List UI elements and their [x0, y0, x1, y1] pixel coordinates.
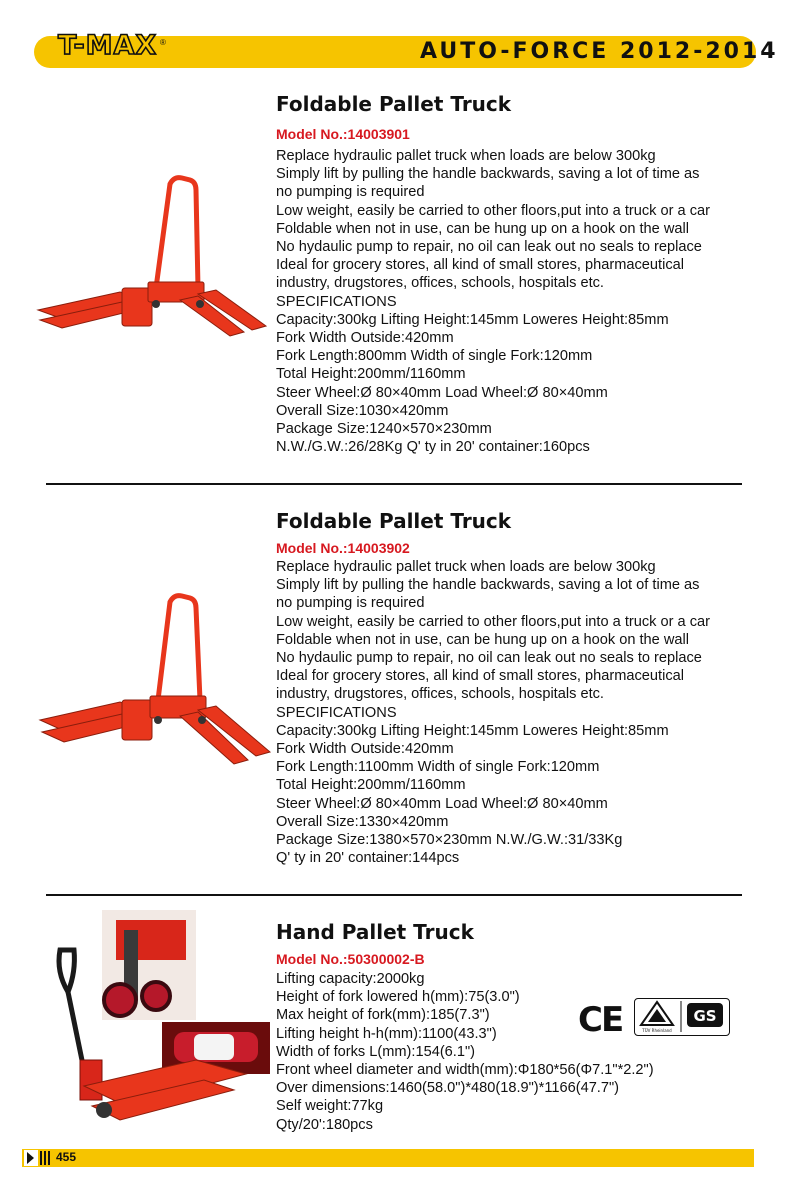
- brand-logo: T-MAX: [58, 30, 158, 61]
- description-line: No hydaulic pump to repair, no oil can leak out no seals to replace: [276, 650, 702, 667]
- certification-badges: [634, 998, 730, 1036]
- spec-line: Capacity:300kg Lifting Height:145mm Loweres Height:85mm: [276, 311, 669, 328]
- description-line: industry, drugstores, offices, schools, hospitals etc.: [276, 275, 604, 292]
- description-line: Foldable when not in use, can be hung up on a hook on the wall: [276, 220, 689, 237]
- spec-line: Qty/20':180pcs: [276, 1116, 373, 1133]
- spec-line: Lifting capacity:2000kg: [276, 971, 425, 987]
- product-description: [276, 970, 654, 1134]
- section-divider: [46, 483, 742, 485]
- description-line: no pumping is required: [276, 184, 425, 201]
- product-title: Foldable Pallet Truck: [276, 509, 512, 533]
- spec-line: Fork Width Outside:420mm: [276, 330, 454, 347]
- product-title: Foldable Pallet Truck: [276, 92, 512, 116]
- specifications-heading: SPECIFICATIONS: [276, 704, 397, 721]
- footer-bar: [22, 1149, 754, 1167]
- section-divider: [46, 894, 742, 896]
- ce-mark: CE: [578, 1000, 623, 1040]
- description-line: Low weight, easily be carried to other floors,put into a truck or a car: [276, 613, 710, 630]
- description-line: Foldable when not in use, can be hung up on a hook on the wall: [276, 631, 689, 648]
- spec-line: Steer Wheel:Ø 80×40mm Load Wheel:Ø 80×40mm: [276, 795, 608, 812]
- product-description: [276, 147, 710, 456]
- description-line: Ideal for grocery stores, all kind of small stores, pharmaceutical: [276, 668, 684, 685]
- spec-line: Lifting height h-h(mm):1100(43.3"): [276, 1025, 497, 1042]
- spec-line: Package Size:1380×570×230mm N.W./G.W.:31/33Kg: [276, 832, 623, 849]
- spec-line: N.W./G.W.:26/28Kg Q' ty in 20' container:160pcs: [276, 439, 590, 456]
- spec-line: Fork Width Outside:420mm: [276, 741, 454, 758]
- model-number: Model No.:14003902: [276, 540, 410, 556]
- description-line: Low weight, easily be carried to other floors,put into a truck or a car: [276, 202, 710, 219]
- foldable-pallet-truck-image: [34, 590, 274, 780]
- model-number: Model No.:50300002-B: [276, 951, 425, 967]
- spec-line: Fork Length:1100mm Width of single Fork:120mm: [276, 759, 600, 776]
- spec-line: Package Size:1240×570×230mm: [276, 421, 492, 438]
- spec-line: Overall Size:1030×420mm: [276, 402, 449, 419]
- spec-line: Width of forks L(mm):154(6.1"): [276, 1043, 476, 1060]
- spec-line: Height of fork lowered h(mm):75(3.0"): [276, 989, 520, 1006]
- spec-line: Q' ty in 20' container:144pcs: [276, 850, 460, 867]
- tuv-label: TÜV Rheinland: [642, 1028, 672, 1033]
- spec-line: Over dimensions:1460(58.0")*480(18.9")*1166(47.7"): [276, 1080, 620, 1097]
- footer-stripes-icon: [24, 1150, 54, 1166]
- product-title: Hand Pallet Truck: [276, 920, 474, 944]
- description-line: no pumping is required: [276, 595, 425, 612]
- description-line: Simply lift by pulling the handle backwards, saving a lot of time as: [276, 577, 700, 594]
- spec-line: Fork Length:800mm Width of single Fork:120mm: [276, 348, 593, 365]
- spec-line: Front wheel diameter and width(mm):Φ180*56(Φ7.1"*2.2"): [276, 1062, 654, 1079]
- description-line: Ideal for grocery stores, all kind of small stores, pharmaceutical: [276, 257, 684, 274]
- description-line: industry, drugstores, offices, schools, hospitals etc.: [276, 686, 604, 703]
- spec-line: Overall Size:1330×420mm: [276, 813, 449, 830]
- page-number: 455: [56, 1150, 77, 1164]
- hand-pallet-truck-image: [24, 910, 270, 1140]
- registered-mark: ®: [160, 38, 166, 47]
- description-line: Replace hydraulic pallet truck when loads are below 300kg: [276, 559, 656, 575]
- catalog-title: AUTO-FORCE 2012-2014: [420, 39, 779, 64]
- description-line: Simply lift by pulling the handle backwards, saving a lot of time as: [276, 166, 700, 183]
- spec-line: Capacity:300kg Lifting Height:145mm Loweres Height:85mm: [276, 722, 669, 739]
- gs-mark-text: GS: [693, 1007, 717, 1025]
- spec-line: Steer Wheel:Ø 80×40mm Load Wheel:Ø 80×40mm: [276, 384, 608, 401]
- tuv-gs-icon: [635, 999, 728, 1034]
- model-number: Model No.:14003901: [276, 126, 410, 142]
- foldable-pallet-truck-image: [30, 170, 270, 350]
- spec-line: Self weight:77kg: [276, 1098, 384, 1115]
- description-line: Replace hydraulic pallet truck when loads are below 300kg: [276, 148, 656, 164]
- specifications-heading: SPECIFICATIONS: [276, 293, 397, 310]
- product-description: [276, 558, 710, 867]
- spec-line: Total Height:200mm/1160mm: [276, 777, 466, 794]
- spec-line: Max height of fork(mm):185(7.3"): [276, 1007, 490, 1024]
- spec-line: Total Height:200mm/1160mm: [276, 366, 466, 383]
- description-line: No hydaulic pump to repair, no oil can leak out no seals to replace: [276, 239, 702, 256]
